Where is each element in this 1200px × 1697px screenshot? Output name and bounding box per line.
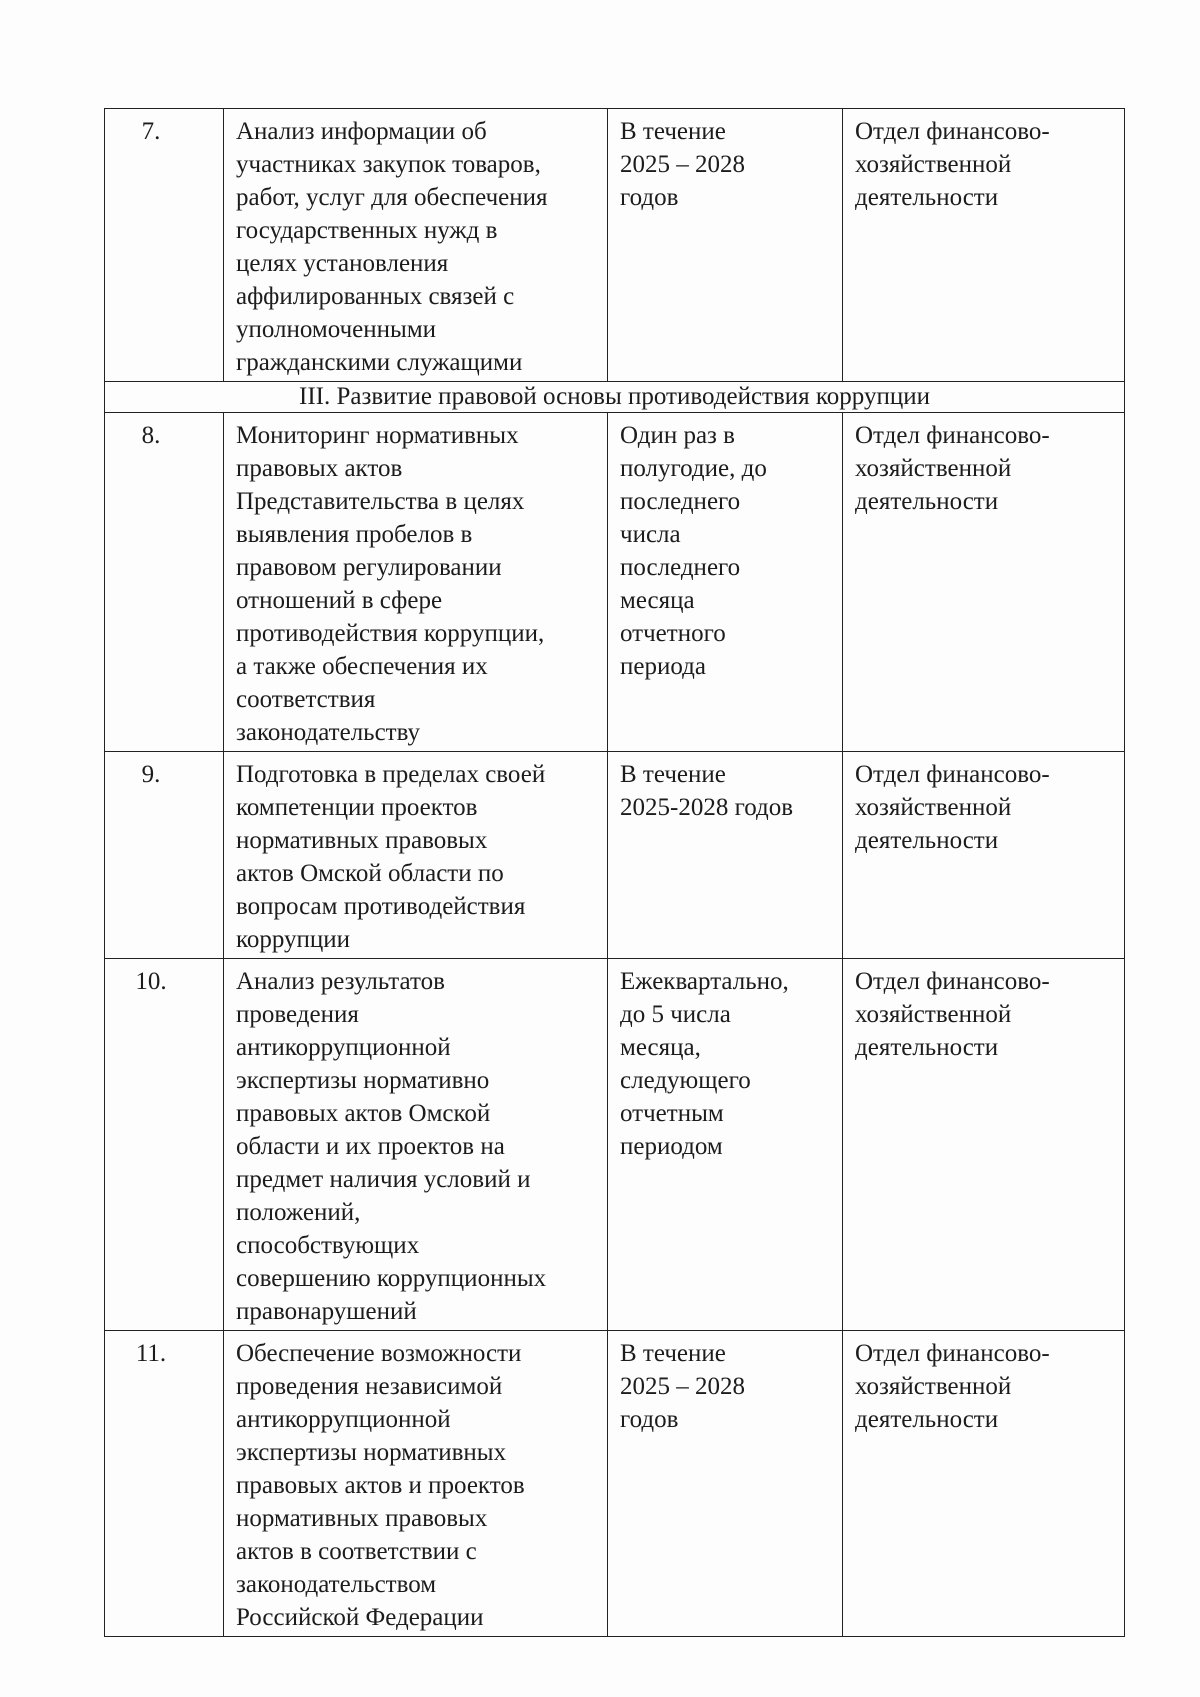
row-number: 10. (105, 959, 224, 1331)
responsible-cell: Отдел финансово- хозяйственной деятельности (843, 413, 1125, 752)
row-number: 8. (105, 413, 224, 752)
activity-cell: Подготовка в пределах своей компетенции проектов нормативных правовых актов Омской области по вопросам противодействия коррупции (224, 752, 608, 959)
table-row (105, 752, 1125, 959)
table-row (105, 413, 1125, 752)
row-number: 9. (105, 752, 224, 959)
deadline-cell: Ежеквартально, до 5 числа месяца, следующего отчетным периодом (608, 959, 843, 1331)
activity-cell: Анализ результатов проведения антикоррупционной экспертизы нормативно правовых актов Омской области и их проектов на предмет наличия условий и положений, способствующих совершению коррупционных правонарушений (224, 959, 608, 1331)
row-number: 7. (105, 109, 224, 382)
responsible-cell: Отдел финансово- хозяйственной деятельности (843, 752, 1125, 959)
deadline-cell: В течение 2025 – 2028 годов (608, 109, 843, 382)
responsible-cell: Отдел финансово- хозяйственной деятельности (843, 1331, 1125, 1637)
table-row (105, 1331, 1125, 1637)
table-row (105, 109, 1125, 382)
section-heading: III. Развитие правовой основы противодействия коррупции (105, 382, 1125, 413)
activity-cell: Анализ информации об участниках закупок товаров, работ, услуг для обеспечения государственных нужд в целях установления аффилированных связей с уполномоченными гражданскими служащими (224, 109, 608, 382)
deadline-cell: В течение 2025 – 2028 годов (608, 1331, 843, 1637)
responsible-cell: Отдел финансово- хозяйственной деятельности (843, 959, 1125, 1331)
deadline-cell: Один раз в полугодие, до последнего числа последнего месяца отчетного периода (608, 413, 843, 752)
deadline-cell: В течение 2025-2028 годов (608, 752, 843, 959)
row-number: 11. (105, 1331, 224, 1637)
activity-cell: Мониторинг нормативных правовых актов Представительства в целях выявления пробелов в правовом регулировании отношений в сфере противодействия коррупции, а также обеспечения их соответствия законодательству (224, 413, 608, 752)
responsible-cell: Отдел финансово- хозяйственной деятельности (843, 109, 1125, 382)
anticorruption-plan-table (104, 108, 1125, 1637)
section-heading-row (105, 382, 1125, 413)
table-row (105, 959, 1125, 1331)
activity-cell: Обеспечение возможности проведения независимой антикоррупционной экспертизы нормативных правовых актов и проектов нормативных правовых актов в соответствии с законодательством Российской Федерации (224, 1331, 608, 1637)
